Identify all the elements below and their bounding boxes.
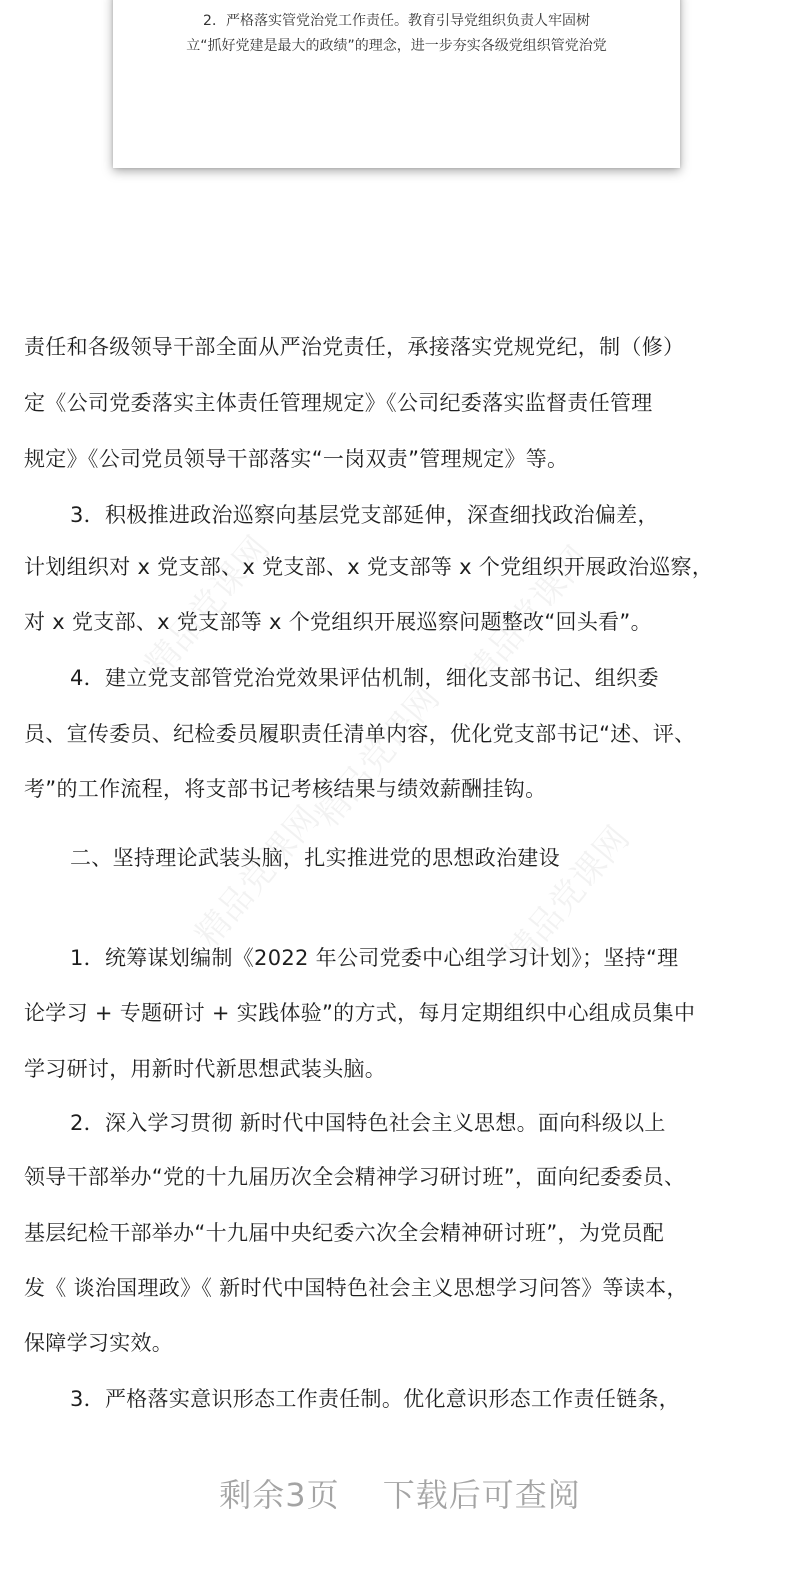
body-line: 4．建立党支部管党治党效果评估机制，细化支部书记、组织委 [70, 666, 659, 690]
body-line: 学习研讨，用新时代新思想武装头脑。 [24, 1057, 387, 1081]
body-line: 对 x 党支部、x 党支部等 x 个党组织开展巡察问题整改“回头看”。 [24, 610, 652, 634]
body-line: 员、宣传委员、纪检委员履职责任清单内容，优化党支部书记“述、评、 [24, 722, 696, 746]
watermark: 精品党课网 [457, 538, 598, 695]
watermark: 精品党课网 [187, 798, 328, 955]
preview-line-1: 2．严格落实管党治党工作责任。教育引导党组织负责人牢固树 [203, 13, 590, 29]
body-line: 2．深入学习贯彻 新时代中国特色社会主义思想。面向科级以上 [70, 1111, 666, 1135]
body-line: 规定》《公司党员领导干部落实“一岗双责”管理规定》等。 [24, 447, 569, 471]
body-line: 1．统筹谋划编制《2022 年公司党委中心组学习计划》；坚持“理 [70, 946, 679, 970]
body-line: 3．严格落实意识形态工作责任制。优化意识形态工作责任链条， [70, 1387, 681, 1411]
body-line: 论学习 + 专题研讨 + 实践体验”的方式，每月定期组织中心组成员集中 [24, 1001, 696, 1025]
body-line: 发《 谈治国理政》《 新时代中国特色社会主义思想学习问答》等读本， [24, 1276, 688, 1300]
remaining-pages-label[interactable]: 剩余3页 [219, 1476, 340, 1514]
section-heading: 二、坚持理论武装头脑，扎实推进党的思想政治建设 [70, 846, 560, 870]
body-line: 考”的工作流程，将支部书记考核结果与绩效薪酬挂钩。 [24, 777, 547, 801]
body-line: 保障学习实效。 [24, 1331, 174, 1355]
preview-line-2: 立“抓好党建是最大的政绩”的理念，进一步夯实各级党组织管党治党 [186, 38, 607, 54]
body-line: 责任和各级领导干部全面从严治党责任，承接落实党规党纪，制（修） [24, 335, 685, 359]
body-line: 计划组织对 x 党支部、x 党支部、x 党支部等 x 个党组织开展政治巡察， [24, 555, 714, 579]
body-line: 基层纪检干部举办“十九届中央纪委六次全会精神研讨班”，为党员配 [24, 1221, 665, 1245]
watermark: 精品党课网 [137, 528, 278, 685]
body-line: 定《公司党委落实主体责任管理规定》《公司纪委落实监督责任管理 [24, 391, 653, 415]
watermark: 精品党课网 [497, 818, 638, 975]
download-prompt[interactable] [0, 1470, 800, 1516]
body-line: 领导干部举办“党的十九届历次全会精神学习研讨班”，面向纪委委员、 [24, 1165, 686, 1189]
body-line: 3．积极推进政治巡察向基层党支部延伸，深查细找政治偏差， [70, 503, 659, 527]
watermark: 精品党课网 [307, 678, 448, 835]
download-to-view-label[interactable]: 下载后可查阅 [382, 1476, 581, 1514]
document-preview-card [113, 0, 680, 168]
